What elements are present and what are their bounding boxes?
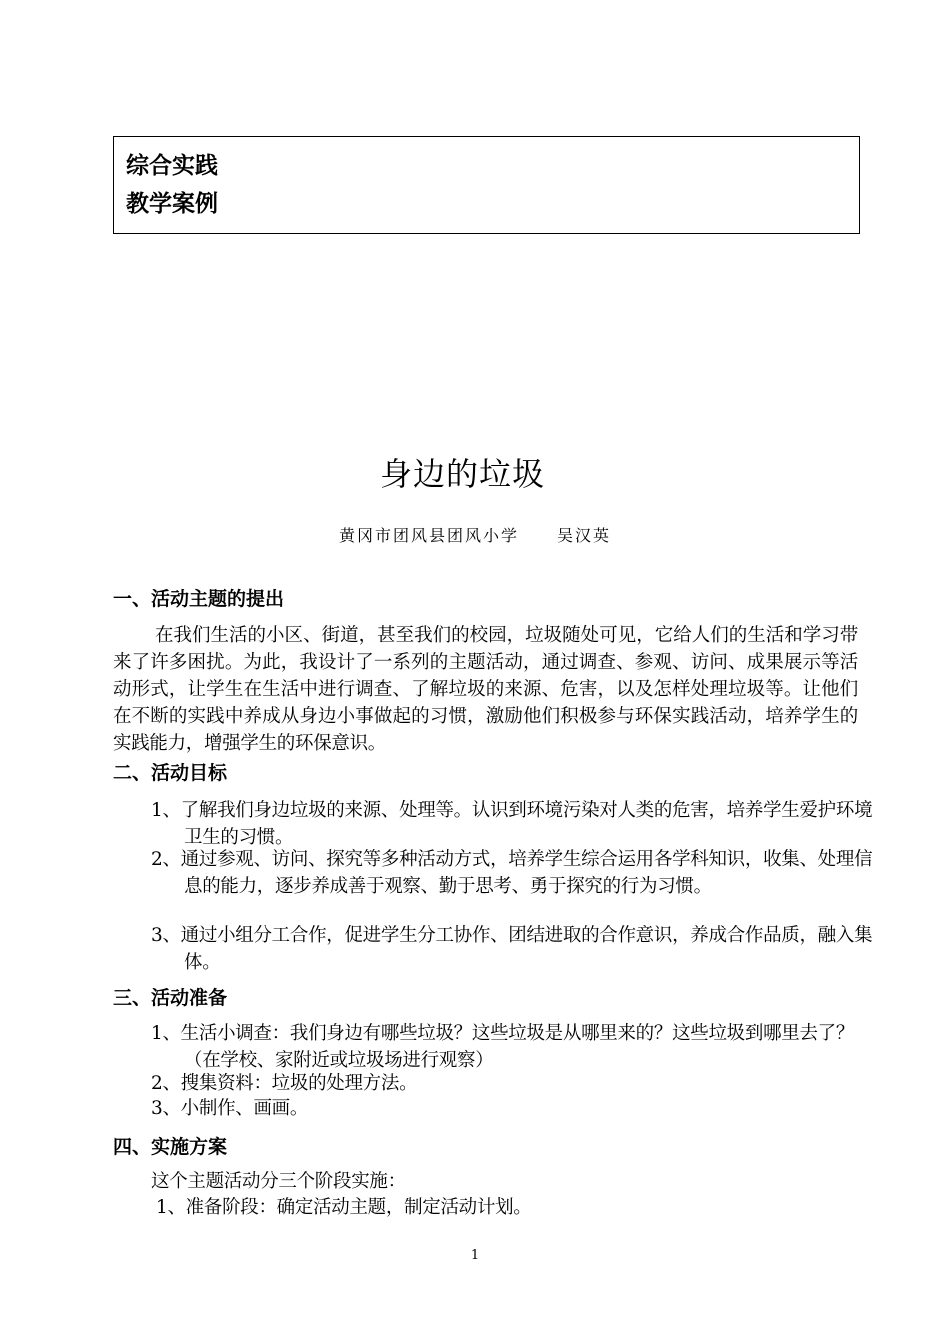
plan-intro: 这个主题活动分三个阶段实施： — [151, 1171, 406, 1192]
section-heading-1: 一、活动主题的提出 — [113, 588, 285, 610]
section-heading-3: 三、活动准备 — [113, 987, 228, 1009]
page-number: 1 — [470, 1248, 480, 1263]
preparation-item-1: 1、生活小调查：我们身边有哪些垃圾？这些垃圾是从哪里来的？这些垃圾到哪里去了？（在学校、家附近或垃圾场进行观察） — [151, 1023, 855, 1071]
plan-item-1: 1、准备阶段：确定活动主题，制定活动计划。 — [156, 1197, 532, 1218]
preparation-item-2: 2、搜集资料：垃圾的处理方法。 — [151, 1073, 418, 1094]
author-name: 吴汉英 — [557, 526, 612, 545]
header-doc-type: 教学案例 — [126, 191, 218, 217]
section-heading-4: 四、实施方案 — [113, 1136, 228, 1158]
document-title: 身边的垃圾 — [379, 455, 545, 493]
header-box — [113, 136, 860, 234]
objective-item-3: 3、通过小组分工合作，促进学生分工协作、团结进取的合作意识，养成合作品质，融入集体。 — [151, 925, 873, 973]
objective-item-2: 2、通过参观、访问、探究等多种活动方式，培养学生综合运用各学科知识，收集、处理信息的能力，逐步养成善于观察、勤于思考、勇于探究的行为习惯。 — [151, 849, 873, 897]
school-name: 黄冈市团风县团风小学 — [338, 526, 519, 545]
byline — [0, 524, 950, 548]
header-subject: 综合实践 — [126, 153, 218, 179]
preparation-item-3: 3、小制作、画画。 — [151, 1098, 309, 1119]
objective-item-1: 1、了解我们身边垃圾的来源、处理等。认识到环境污染对人类的危害，培养学生爱护环境卫生的习惯。 — [151, 800, 873, 848]
section-1-paragraph: 在我们生活的小区、街道，甚至我们的校园，垃圾随处可见，它给人们的生活和学习带来了许多困扰。为此，我设计了一系列的主题活动，通过调查、参观、访问、成果展示等活动形式，让学生在生活中进行调查、了解垃圾的来源、危害，以及怎样处理垃圾等。让他们在不断的实践中养成从身边小事做起的习惯，激励他们积极参与环保实践活动，培养学生的实践能力，增强学生的环保意识。 — [113, 625, 858, 754]
section-heading-2: 二、活动目标 — [113, 762, 228, 784]
